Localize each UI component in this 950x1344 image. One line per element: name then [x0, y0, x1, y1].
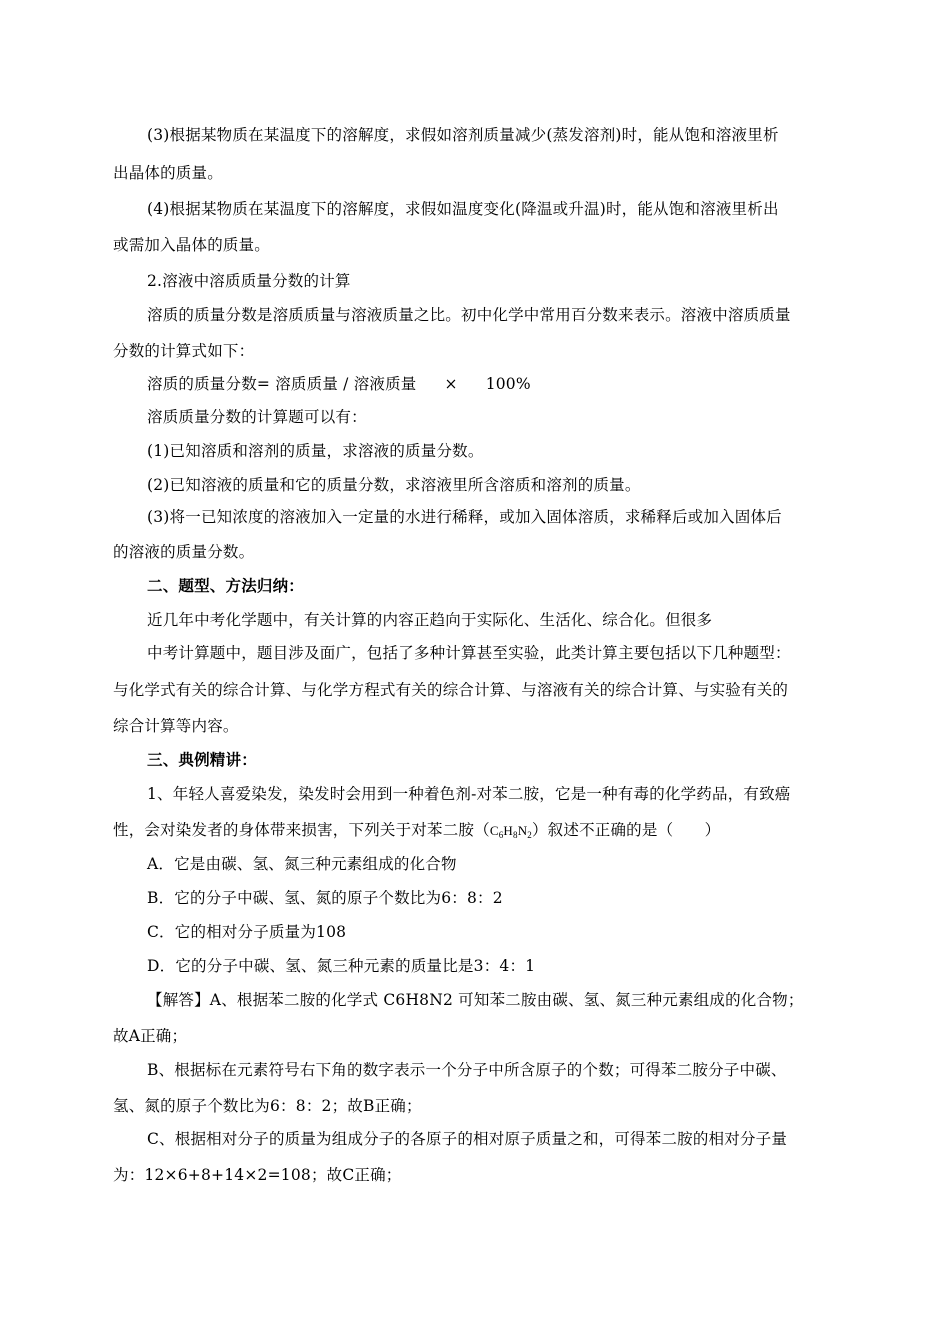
- times-sign: ×: [444, 375, 458, 393]
- percent-value: 100%: [485, 375, 531, 393]
- paragraph-line: 分数的计算式如下：: [113, 342, 255, 360]
- paragraph-line: 的溶液的质量分数。: [113, 543, 255, 561]
- paragraph-line: 出晶体的质量。: [113, 164, 223, 182]
- list-item: (2)已知溶液的质量和它的质量分数，求溶液里所含溶质和溶剂的质量。: [147, 476, 641, 494]
- answer-line: C、根据相对分子的质量为组成分子的各原子的相对原子质量之和，可得苯二胺的相对分子量: [147, 1130, 788, 1148]
- answer-line: 故A正确；: [113, 1027, 188, 1045]
- paragraph-line: (3)根据某物质在某温度下的溶解度，求假如溶剂质量减少(蒸发溶剂)时，能从饱和溶液里析: [147, 126, 779, 144]
- option-a: A．它是由碳、氢、氮三种元素组成的化合物: [147, 855, 457, 873]
- paragraph-line: 溶质质量分数的计算题可以有：: [147, 408, 367, 426]
- answer-line: B、根据标在元素符号右下角的数字表示一个分子中所含原子的个数；可得苯二胺分子中碳、: [147, 1061, 787, 1079]
- paragraph-line: (4)根据某物质在某温度下的溶解度，求假如温度变化(降温或升温)时，能从饱和溶液里析出: [147, 200, 779, 218]
- section-subheading: 2.溶液中溶质质量分数的计算: [147, 272, 351, 290]
- question-line: 1、年轻人喜爱染发，染发时会用到一种着色剂-对苯二胺，它是一种有毒的化学药品，有致癌: [147, 785, 791, 803]
- answer-line: 【解答】A、根据苯二胺的化学式 C6H8N2 可知苯二胺由碳、氢、氮三种元素组成的化合物；: [147, 991, 804, 1009]
- paragraph-line: 溶质的质量分数是溶质质量与溶液质量之比。初中化学中常用百分数来表示。溶液中溶质质量: [147, 306, 791, 324]
- section-heading: 二、题型、方法归纳：: [147, 576, 305, 595]
- chemical-formula: $C_6H_8N_2$: [489, 823, 532, 840]
- list-item: (3)将一已知浓度的溶液加入一定量的水进行稀释，或加入固体溶质，求稀释后或加入固体后: [147, 508, 782, 526]
- paragraph-line: 或需加入晶体的质量。: [113, 236, 271, 254]
- option-c: C．它的相对分子质量为108: [147, 923, 347, 941]
- paragraph-line: 综合计算等内容。: [113, 717, 239, 735]
- answer-line: 为：12×6+8+14×2=108；故C正确；: [113, 1166, 402, 1184]
- paragraph-line: 近几年中考化学题中，有关计算的内容正趋向于实际化、生活化、综合化。但很多: [147, 611, 713, 629]
- question-line: 性，会对染发者的身体带来损害，下列关于对苯二胺$(C_6H_8N_2)$叙述不正确的是（ ）: [113, 821, 721, 840]
- option-b: B．它的分子中碳、氢、氮的原子个数比为6：8：2: [147, 889, 503, 907]
- formula-text: 溶质的质量分数= 溶质质量 / 溶液质量: [147, 375, 417, 393]
- list-item: (1)已知溶质和溶剂的质量，求溶液的质量分数。: [147, 442, 484, 460]
- paragraph-line: 中考计算题中，题目涉及面广，包括了多种计算甚至实验，此类计算主要包括以下几种题型：: [147, 644, 791, 662]
- section-heading: 三、典例精讲：: [147, 750, 257, 769]
- answer-line: 氢、氮的原子个数比为6：8：2；故B正确；: [113, 1097, 422, 1115]
- paragraph-line: 与化学式有关的综合计算、与化学方程式有关的综合计算、与溶液有关的综合计算、与实验有关的: [113, 681, 789, 699]
- option-d: D．它的分子中碳、氢、氮三种元素的质量比是3：4：1: [147, 957, 536, 975]
- formula-line: [147, 373, 531, 395]
